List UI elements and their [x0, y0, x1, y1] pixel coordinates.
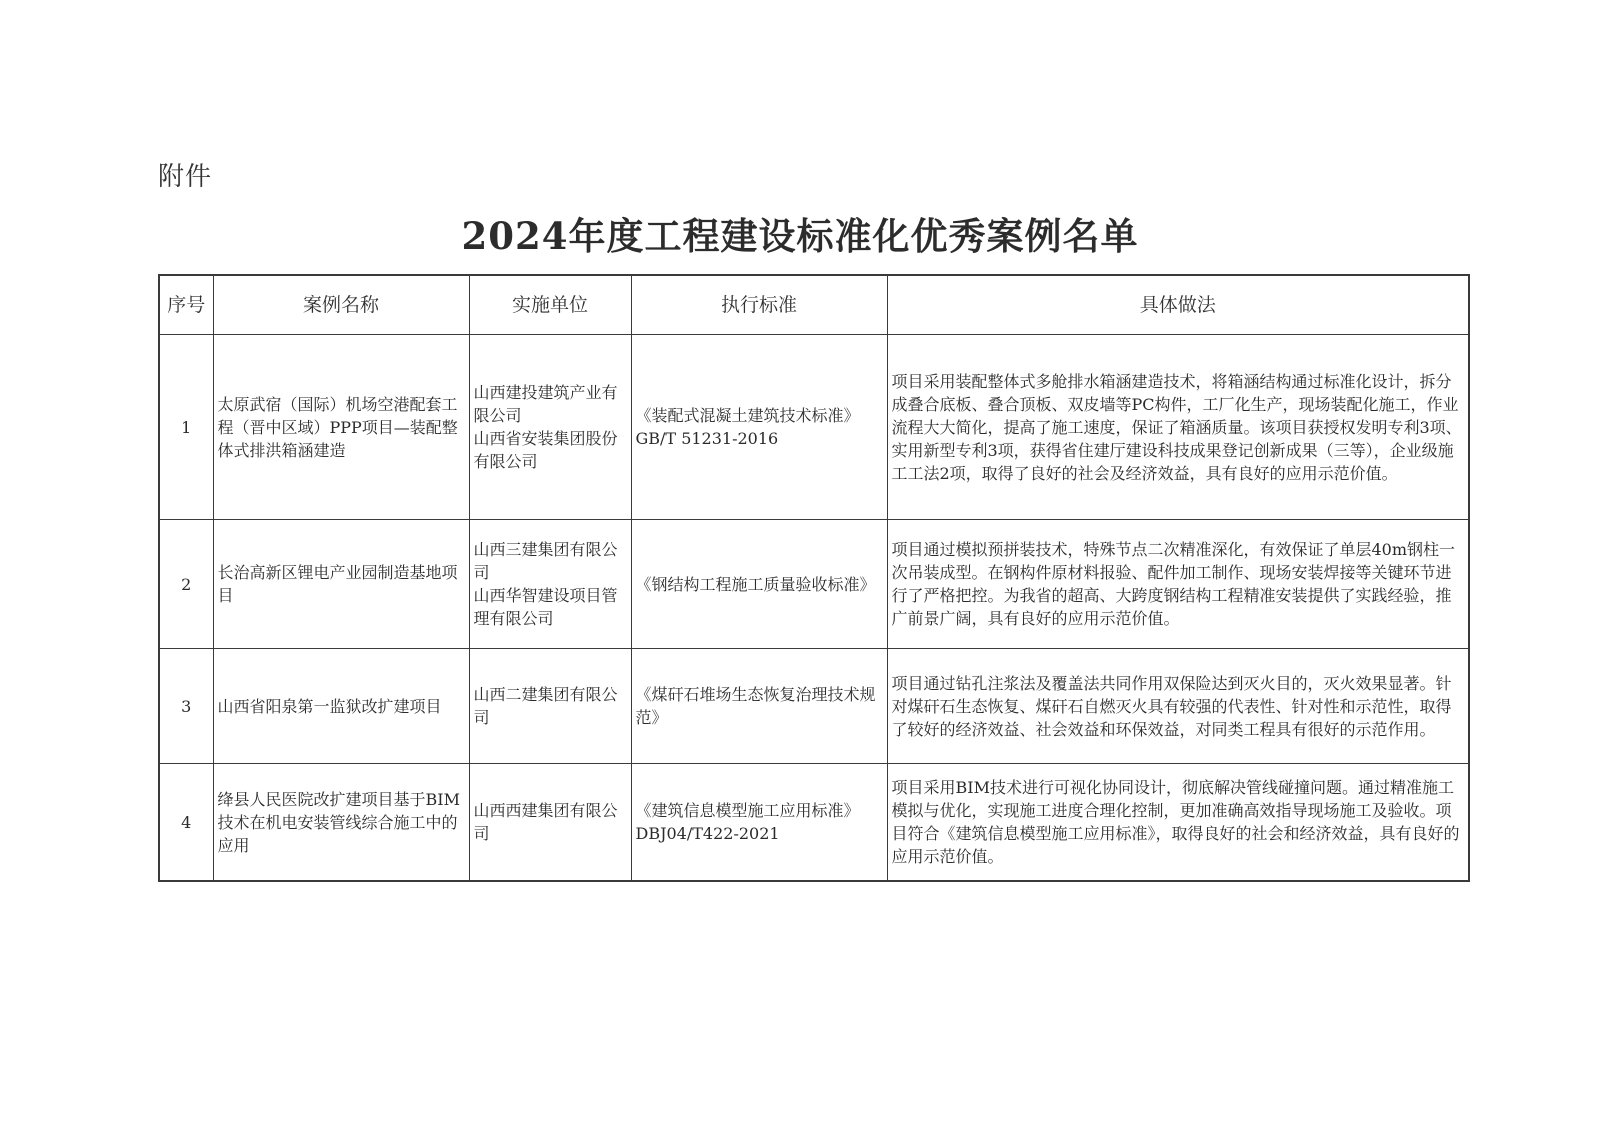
unit-line: 山西省安装集团股份有限公司	[473, 429, 618, 471]
row-unit	[469, 520, 631, 649]
unit-line: 山西二建集团有限公司	[473, 685, 618, 727]
row-index: 4	[159, 764, 213, 882]
row-standard	[631, 764, 887, 882]
unit-line: 山西三建集团有限公司	[473, 540, 618, 582]
document-title: 2024年度工程建设标准化优秀案例名单	[461, 214, 1139, 258]
table-row	[159, 649, 1469, 764]
header-index: 序号	[159, 275, 213, 335]
table-row	[159, 764, 1469, 882]
row-detail: 项目采用装配整体式多舱排水箱涵建造技术，将箱涵结构通过标准化设计，拆分成叠合底板、叠合顶板、双皮墙等PC构件，工厂化生产，现场装配化施工，作业流程大大简化，提高了施工速度，保证了箱涵质量。该项目获授权发明专利3项、实用新型专利3项，获得省住建厅建设科技成果登记创新成果（三等），企业级施工工法2项，取得了良好的社会及经济效益，具有良好的应用示范价值。	[887, 335, 1469, 520]
standard-code: DBJ04/T422-2021	[635, 824, 780, 843]
header-unit: 实施单位	[469, 275, 631, 335]
unit-line: 山西华智建设项目管理有限公司	[473, 586, 618, 628]
attachment-label: 附件	[158, 162, 213, 192]
header-detail: 具体做法	[887, 275, 1469, 335]
row-case-name: 太原武宿（国际）机场空港配套工程（晋中区域）PPP项目—装配整体式排洪箱涵建造	[213, 335, 469, 520]
row-detail: 项目通过模拟预拼装技术，特殊节点二次精准深化，有效保证了单层40m钢柱一次吊装成型。在钢构件原材料报验、配件加工制作、现场安装焊接等关键环节进行了严格把控。为我省的超高、大跨度钢结构工程精准安装提供了实践经验，推广前景广阔，具有良好的应用示范价值。	[887, 520, 1469, 649]
row-case-name: 长治高新区锂电产业园制造基地项目	[213, 520, 469, 649]
table-row	[159, 520, 1469, 649]
standard-name: 《钢结构工程施工质量验收标准》	[635, 574, 876, 594]
row-standard	[631, 649, 887, 764]
row-case-name: 绛县人民医院改扩建项目基于BIM技术在机电安装管线综合施工中的应用	[213, 764, 469, 882]
row-unit	[469, 335, 631, 520]
standard-name: 《装配式混凝土建筑技术标准》	[635, 406, 860, 425]
row-standard	[631, 520, 887, 649]
standard-name: 《煤矸石堆场生态恢复治理技术规范》	[635, 685, 876, 727]
header-case-name: 案例名称	[213, 275, 469, 335]
row-unit	[469, 764, 631, 882]
cases-table	[158, 274, 1470, 882]
row-standard	[631, 335, 887, 520]
row-unit	[469, 649, 631, 764]
standard-code: GB/T 51231-2016	[635, 429, 779, 448]
row-detail: 项目通过钻孔注浆法及覆盖法共同作用双保险达到灭火目的，灭火效果显著。针对煤矸石生态恢复、煤矸石自燃灭火具有较强的代表性、针对性和示范性，取得了较好的经济效益、社会效益和环保效益，对同类工程具有很好的示范作用。	[887, 649, 1469, 764]
row-detail: 项目采用BIM技术进行可视化协同设计，彻底解决管线碰撞问题。通过精准施工模拟与优化，实现施工进度合理化控制，更加准确高效指导现场施工及验收。项目符合《建筑信息模型施工应用标准》，取得良好的社会和经济效益，具有良好的应用示范价值。	[887, 764, 1469, 882]
unit-line: 山西西建集团有限公司	[473, 801, 618, 843]
standard-name: 《建筑信息模型施工应用标准》	[635, 801, 860, 820]
table-row	[159, 335, 1469, 520]
header-standard: 执行标准	[631, 275, 887, 335]
row-index: 3	[159, 649, 213, 764]
unit-line: 山西建投建筑产业有限公司	[473, 383, 618, 425]
table-header-row	[159, 275, 1469, 335]
row-case-name: 山西省阳泉第一监狱改扩建项目	[213, 649, 469, 764]
row-index: 1	[159, 335, 213, 520]
row-index: 2	[159, 520, 213, 649]
